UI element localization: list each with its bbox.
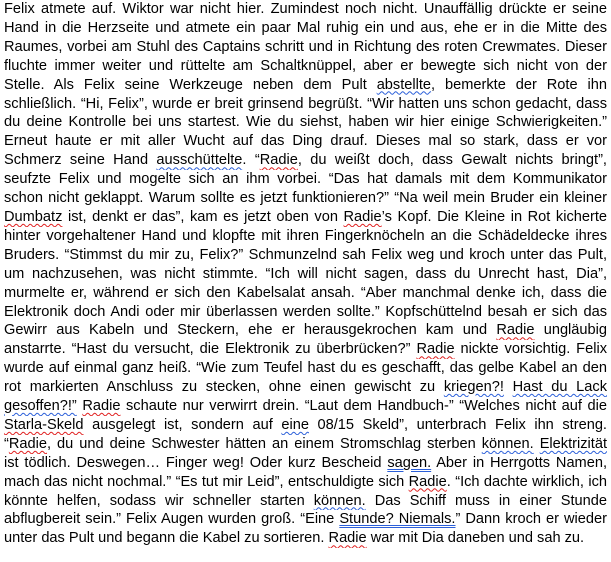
text-line: Erneut haute er mit aller Wucht auf das Ding drauf. Dieses mal so stark, dass er vor: [4, 133, 607, 150]
text-line: um nachzusehen, was nicht stimmte. “Ich will nicht sagen, dass du Unrecht hast, Dia”,: [4, 265, 607, 282]
text-line: Stelle. Als Felix seine Werkzeuge neben dem Pult abstellte, bemerkte der Rote ihn: [4, 76, 607, 93]
text-line: Hand in die Herzseite und atmete ein paar Mal ruhig ein und aus, ehe er in die Mitte des: [4, 19, 607, 36]
text-line: murmelte er, während er sich den Kabelsalat ansah. “Aber manchmal denke ich, dass die: [4, 284, 607, 301]
text-line: Bruders. “Stimmst du mir zu, Felix?” Schmunzelnd sah Felix weg und kroch unter das Pult,: [4, 246, 607, 263]
text-line: Schmerz seine Hand ausschüttelte. “Radie, du weißt doch, dass Gewalt nichts bringt”,: [4, 152, 607, 169]
text-line: unter das Pult und begann die Kabel zu sortieren. Radie war mit Dia daneben und sah zu.: [4, 530, 585, 547]
text-line: Gewirr aus Kabeln und Steckern, ehe er herausgekrochen kam und Radie ungläubig: [4, 322, 607, 339]
text-line: Raumes, vorbei am Stuhl des Captains schritt und in Richtung des roten Crewmates. Dieser: [4, 38, 607, 55]
text-line: seufzte Felix und mogelte sich an ihm vorbei. “Das hat damals mit dem Kommunikator: [4, 171, 607, 188]
text-line: mach das nicht nochmal.” “Es tut mir Leid”, entschuldigte sich Radie. “Ich dachte wirklich, ich: [4, 473, 607, 490]
text-line: Dumbatz ist, denkt er das”, kam es jetzt oben von Radie’s Kopf. Die Kleine in Rot kicherte: [4, 208, 607, 225]
text-line: hinter vorgehaltener Hand und klopfte mit ihren Fingerknöcheln an die Schädeldecke ihres: [4, 227, 607, 244]
text-line: Felix atmete auf. Wiktor war nicht hier. Zumindest noch nicht. Unauffällig drückte er seine: [4, 1, 607, 17]
text-line: könnte helfen, sodass wir schneller starten können. Das Schiff muss in einer Stunde: [4, 492, 607, 509]
text-line: schon nicht geklappt. Warum sollte es jetzt funktionieren?” “Na weil mein Bruder ein kleiner: [4, 190, 607, 207]
text-line: gesoffen?!” Radie schaute nur verwirrt drein. “Laut dem Handbuch-” “Welches nicht auf die: [4, 398, 607, 415]
text-line: rot markierten Anschluss zu stecken, ohne einen gewischt zu kriegen?! Hast du Lack: [4, 379, 607, 396]
text-line: Elektronik doch Andi oder mir überlassen werden sollte.” Kopfschüttelnd besah er sich das: [4, 303, 607, 320]
text-line: “Radie, du und deine Schwester hätten an einem Stromschlag sterben können. Elektrizität: [4, 435, 607, 452]
text-line: fluchte immer weiter und rüttelte am Schaltknüppel, aber er bewegte sich nicht von der: [4, 57, 607, 74]
text-line: Starla-Skeld ausgelegt ist, sondern auf eine 08/15 Skeld”, unterbrach Felix ihn streng.: [4, 416, 607, 433]
text-line: wurde auf einmal ganz heiß. “Wie zum Teufel hast du es geschafft, das gelbe Kabel an den: [4, 360, 607, 377]
text-line: schließlich. “Hi, Felix”, wurde er breit grinsend begrüßt. “Wir hatten uns schon gedacht, dass: [4, 95, 607, 112]
text-line: ist tödlich. Deswegen… Finger weg! Oder kurz Bescheid sagen. Aber in Herrgotts Namen,: [4, 454, 607, 471]
text-line: du deine Kontrolle bei uns startest. Wie du siehst, haben wir hier einige Schwierigkeiten.”: [4, 114, 607, 131]
document-body: [4, 0, 607, 548]
text-line: abflugbereit sein.” Felix Augen wurden groß. “Eine Stunde? Niemals.” Dann kroch er wieder: [4, 511, 607, 528]
text-line: anstarrte. “Hast du versucht, die Elektronik zu überbrücken?” Radie nickte vorsichtig. Felix: [4, 341, 607, 358]
